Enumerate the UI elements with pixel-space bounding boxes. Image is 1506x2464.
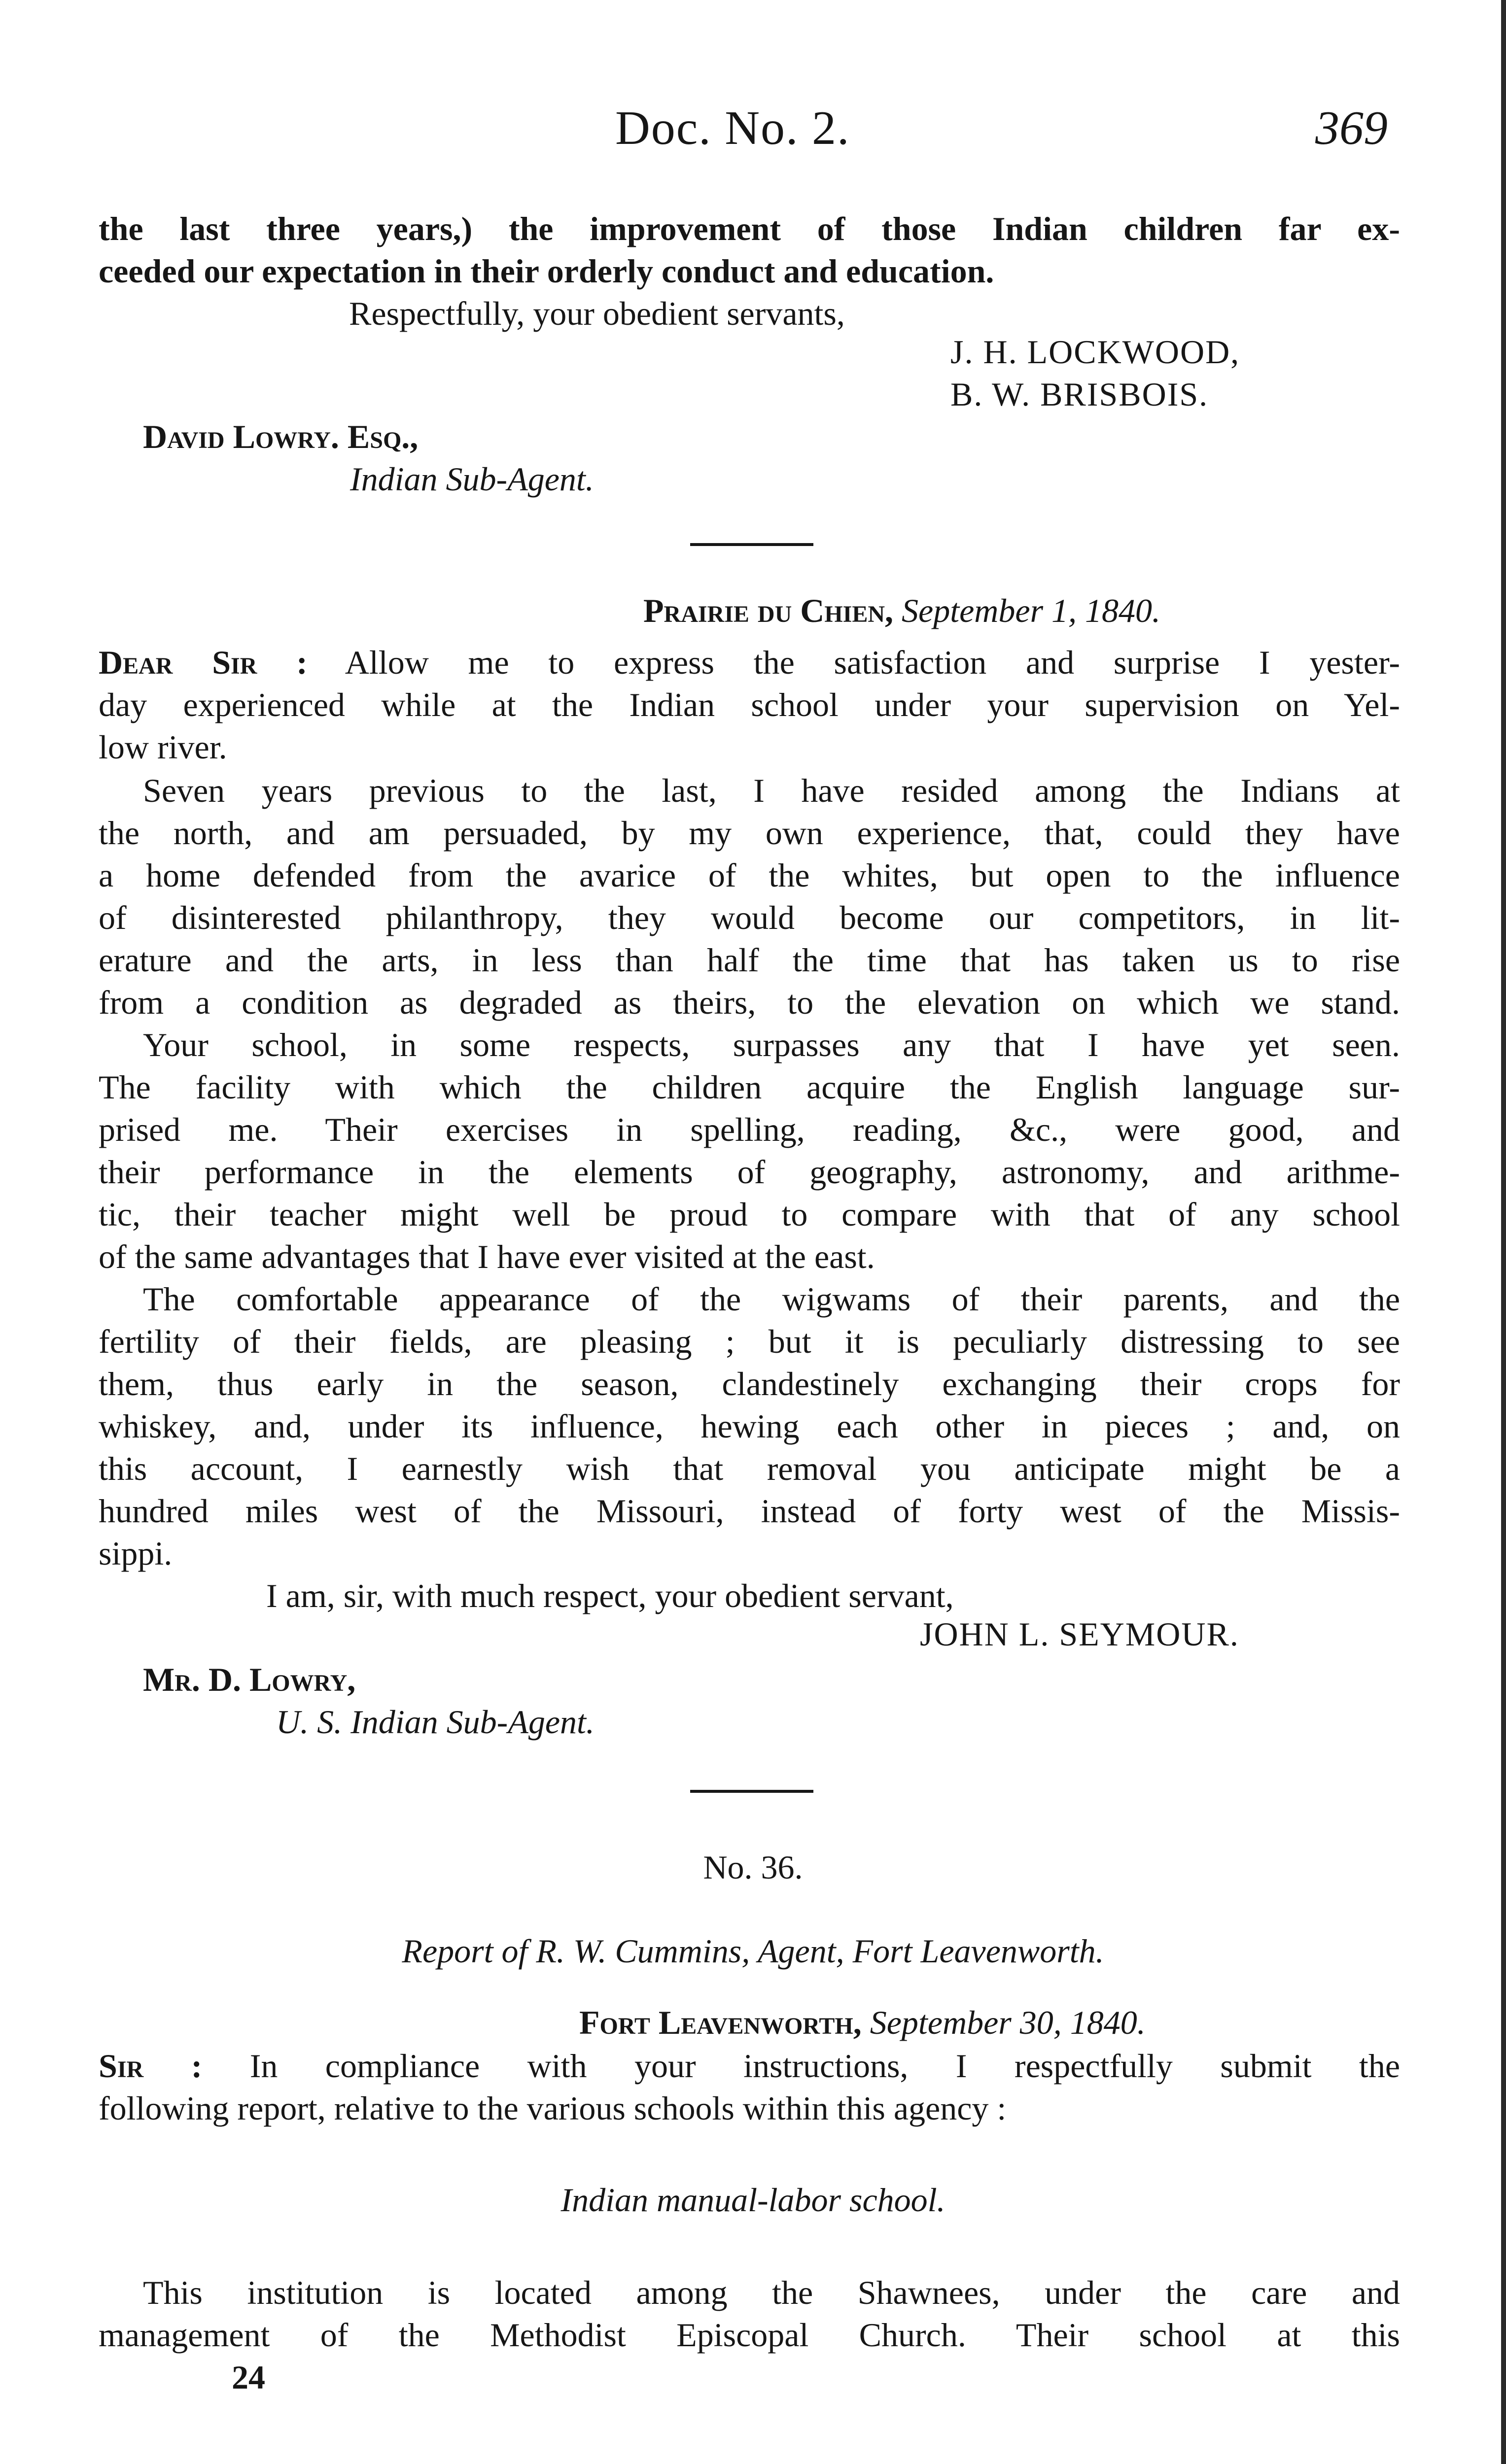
page-number: 369 <box>1315 102 1388 155</box>
letter2-para2-line-2: the north, and am persuaded, by my own experience, that, could they have <box>99 814 1400 852</box>
letter2-para4-line-7: sippi. <box>99 1535 173 1572</box>
report-body-line-2: management of the Methodist Episcopal Church. Their school at this <box>99 2316 1400 2354</box>
report-salutation: Sir : <box>99 2047 203 2085</box>
signature-mark: 24 <box>232 2359 265 2396</box>
letter2-para3-line-2: The facility with which the children acquire the English language sur- <box>99 1068 1400 1106</box>
letter2-para2-line-6: from a condition as degraded as theirs, to the elevation on which we stand. <box>99 984 1400 1021</box>
report-body-line-1: This institution is located among the Shawnees, under the care and <box>143 2274 1400 2311</box>
report-title: Report of R. W. Cummins, Agent, Fort Leavenworth. <box>402 1932 1104 1970</box>
letter1-line-2: ceeded our expectation in their orderly conduct and education. <box>99 252 994 290</box>
letter1-signer-1: J. H. LOCKWOOD, <box>950 333 1240 371</box>
letter1-line-1: the last three years,) the improvement of those Indian children far ex- <box>99 210 1400 247</box>
letter2-dateline-date: September 1, 1840. <box>902 592 1161 629</box>
letter2-salutation: Dear Sir : <box>99 644 308 681</box>
letter2-para3-line-4: their performance in the elements of geography, astronomy, and arithme- <box>99 1153 1400 1191</box>
letter2-para3-line-1: Your school, in some respects, surpasses any that I have yet seen. <box>143 1026 1400 1063</box>
report-dateline <box>579 2001 1146 2044</box>
letter2-signer: JOHN L. SEYMOUR. <box>920 1615 1239 1653</box>
letter2-para3-line-5: tic, their teacher might well be proud to compare with that of any school <box>99 1196 1400 1233</box>
report-number: No. 36. <box>703 1848 803 1886</box>
letter2-closing: I am, sir, with much respect, your obedient servant, <box>266 1577 954 1614</box>
report-dateline-date: September 30, 1840. <box>870 2004 1146 2041</box>
letter2-para2-line-3: a home defended from the avarice of the whites, but open to the influence <box>99 856 1400 894</box>
page-edge-shadow <box>1501 0 1506 2464</box>
letter2-dateline <box>643 589 1160 632</box>
letter2-para4-line-3: them, thus early in the season, clandestinely exchanging their crops for <box>99 1365 1400 1403</box>
letter2-para1-line-3: low river. <box>99 728 227 766</box>
letter1-addressee-name: David Lowry. Esq., <box>143 418 419 455</box>
letter2-para1-line-2: day experienced while at the Indian school under your supervision on Yel- <box>99 686 1400 723</box>
report-intro-first: Sir : In compliance with your instructions, I respectfully submit the <box>99 2047 1401 2085</box>
section-divider-2 <box>690 1790 813 1793</box>
running-title: Doc. No. 2. <box>615 102 850 155</box>
letter2-para2-line-5: erature and the arts, in less than half the time that has taken us to rise <box>99 941 1400 979</box>
letter2-para4-line-1: The comfortable appearance of the wigwams of their parents, and the <box>143 1280 1400 1318</box>
report-dateline-place: Fort Leavenworth, <box>579 2004 862 2041</box>
letter2-para3-line-3: prised me. Their exercises in spelling, reading, &c., were good, and <box>99 1111 1400 1148</box>
letter2-para1-first: Dear Sir : Allow me to express the satisfaction and surprise I yester- <box>99 644 1401 681</box>
letter2-addressee-title: U. S. Indian Sub-Agent. <box>276 1703 595 1741</box>
letter2-para4-line-2: fertility of their fields, are pleasing ; but it is peculiarly distressing to see <box>99 1323 1400 1360</box>
letter1-closing: Respectfully, your obedient servants, <box>349 295 845 332</box>
letter2-addressee-name: Mr. D. Lowry, <box>143 1661 356 1698</box>
letter2-para4-line-5: this account, I earnestly wish that removal you anticipate might be a <box>99 1450 1400 1487</box>
section-divider-1 <box>690 543 813 546</box>
letter2-para2-line-4: of disinterested philanthropy, they would become our competitors, in lit- <box>99 899 1400 936</box>
letter2-para3-line-6: of the same advantages that I have ever visited at the east. <box>99 1238 875 1275</box>
letter1-addressee-title: Indian Sub-Agent. <box>350 460 594 498</box>
letter1-signer-2: B. W. BRISBOIS. <box>950 376 1209 413</box>
letter2-para2-line-1: Seven years previous to the last, I have resided among the Indians at <box>143 772 1400 809</box>
report-intro-second: following report, relative to the various schools within this agency : <box>99 2089 1007 2127</box>
letter2-dateline-place: Prairie du Chien, <box>643 592 894 629</box>
report-section-heading: Indian manual-labor school. <box>560 2181 946 2219</box>
letter2-para4-line-4: whiskey, and, under its influence, hewing each other in pieces ; and, on <box>99 1407 1400 1445</box>
letter2-para4-line-6: hundred miles west of the Missouri, instead of forty west of the Missis- <box>99 1492 1400 1530</box>
